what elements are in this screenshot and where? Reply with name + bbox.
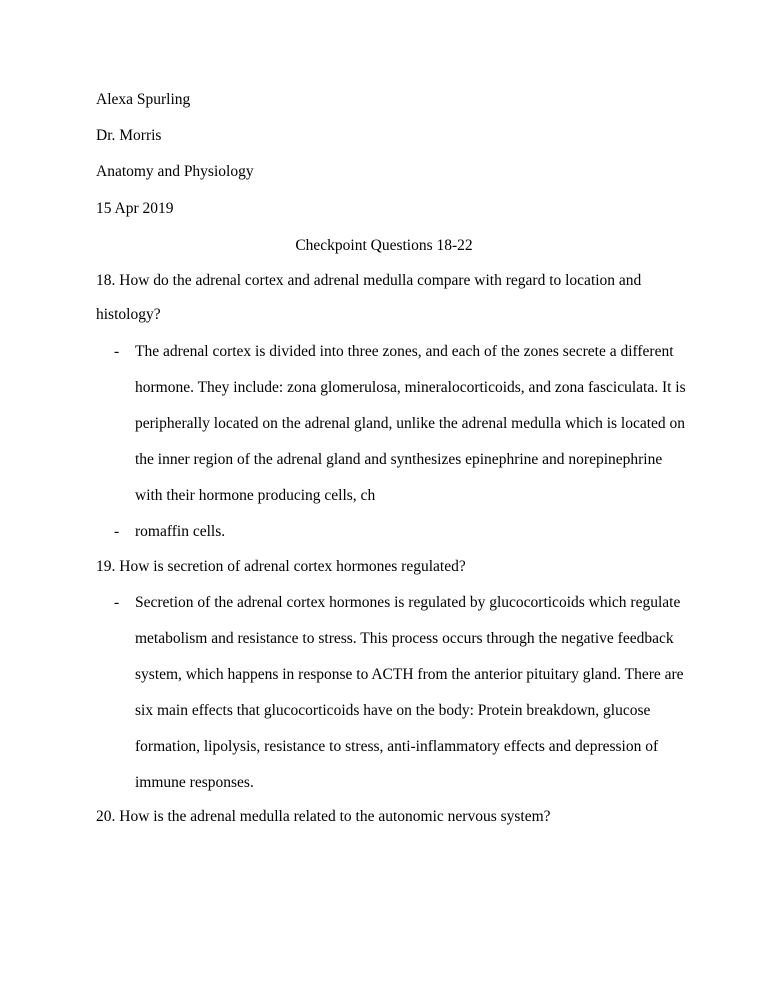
answer-18a-line-4: the inner region of the adrenal gland and synthesizes epinephrine and norepinephrine (135, 451, 663, 468)
answer-18-bullet-2: - (114, 523, 120, 540)
page-title: Checkpoint Questions 18-22 (295, 237, 473, 254)
answer-18a-line-1: The adrenal cortex is divided into three zones, and each of the zones secrete a different (135, 343, 674, 360)
date: 15 Apr 2019 (96, 200, 174, 217)
course-name: Anatomy and Physiology (96, 163, 254, 180)
answer-18a-line-2: hormone. They include: zona glomerulosa, mineralocorticoids, and zona fasciculata. It is (135, 379, 686, 396)
question-18-line-2: histology? (96, 306, 161, 323)
question-18-line-1: 18. How do the adrenal cortex and adrenal medulla compare with regard to location and (96, 272, 642, 289)
answer-19-line-5: formation, lipolysis, resistance to stress, anti-inflammatory effects and depression of (135, 738, 659, 755)
answer-18a-line-3: peripherally located on the adrenal gland, unlike the adrenal medulla which is located on (135, 415, 686, 432)
instructor-name: Dr. Morris (96, 127, 162, 144)
question-20-line-1: 20. How is the adrenal medulla related to the autonomic nervous system? (96, 808, 551, 825)
answer-19-line-1: Secretion of the adrenal cortex hormones is regulated by glucocorticoids which regulate (135, 594, 681, 611)
answer-19-bullet-1: - (114, 594, 120, 611)
answer-19-line-4: six main effects that glucocorticoids have on the body: Protein breakdown, glucose (135, 702, 651, 719)
question-19-line-1: 19. How is secretion of adrenal cortex hormones regulated? (96, 558, 466, 575)
answer-18b-line-1: romaffin cells. (135, 523, 226, 540)
author-name: Alexa Spurling (96, 91, 191, 108)
answer-19-line-6: immune responses. (135, 774, 254, 791)
answer-19-line-2: metabolism and resistance to stress. This process occurs through the negative feedback (135, 630, 674, 647)
answer-19-line-3: system, which happens in response to ACTH from the anterior pituitary gland. There are (135, 666, 684, 683)
answer-18-bullet-1: - (114, 343, 120, 360)
answer-18a-line-5: with their hormone producing cells, ch (135, 487, 376, 504)
